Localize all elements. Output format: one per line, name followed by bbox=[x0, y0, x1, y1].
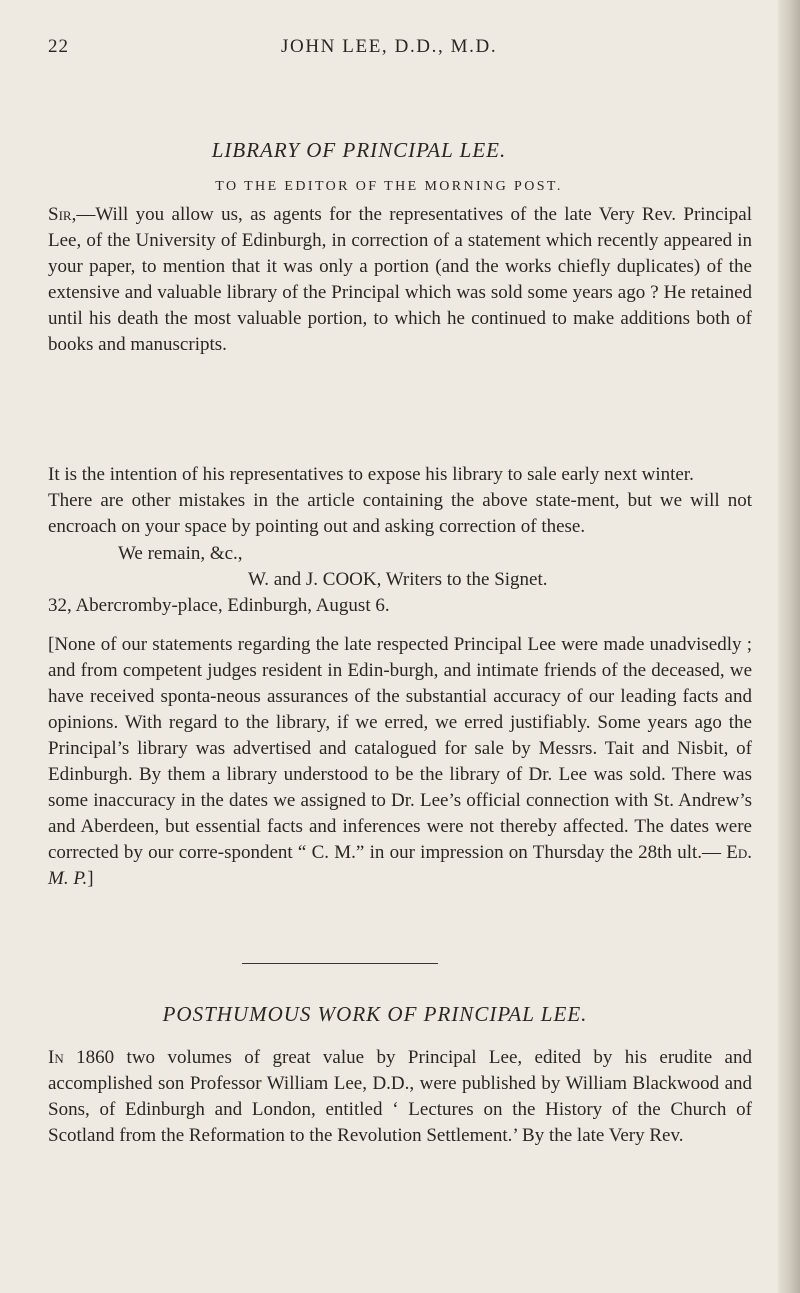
running-head bbox=[48, 36, 748, 62]
posthumous-paragraph bbox=[48, 1045, 752, 1149]
editor-note bbox=[48, 632, 752, 892]
editor-note-text: [None of our statements regarding the late respected Principal Lee were made unadvisedly ; and from competent judges resident in Edin-burgh, and intimate friends of the deceased, we have received sponta-neous assurances of the substantial accuracy of our leading facts and opinions. With regard to the library, if we erred, we erred justifiably. Some years ago the Principal’s library was advertised and catalogued for sale by Messrs. Tait and Nisbit, of Edinburgh. By them a library understood to be the library of Dr. Lee was sold. There was some inaccuracy in the dates we assigned to Dr. Lee’s official connection with St. Andrew’s and Aberdeen, but essential facts and inferences were not thereby affected. The dates were corrected by our corre-spondent “ C. M.” in our impression on Thursday the 28th ult.— bbox=[48, 634, 752, 863]
editor-note-close: ] bbox=[87, 868, 94, 889]
page-number: 22 bbox=[48, 36, 69, 57]
letter-paragraph-1 bbox=[48, 202, 752, 358]
letter-closing: We remain, &c., bbox=[118, 543, 243, 564]
posthumous-lead-word: In bbox=[48, 1047, 64, 1068]
editor-note-paper: M. P. bbox=[48, 868, 88, 889]
editor-note-sign-prefix: Ed. bbox=[726, 842, 752, 863]
letter-salutation: Sir, bbox=[48, 204, 77, 225]
section-divider bbox=[242, 963, 438, 964]
letter-place-date: 32, Abercromby-place, Edinburgh, August 6. bbox=[48, 595, 390, 616]
section-heading-posthumous: POSTHUMOUS WORK OF PRINCIPAL LEE. bbox=[162, 1002, 588, 1026]
letter-paragraph-2: It is the intention of his representatives to expose his library to sale early next winter. bbox=[48, 464, 694, 485]
page-edge-shadow bbox=[778, 0, 800, 1293]
posthumous-text: 1860 two volumes of great value by Principal Lee, edited by his erudite and accomplished son Professor William Lee, D.D., were published by William Blackwood and Sons, of Edinburgh and London, entitled ‘ Lectures on the History of the Church of Scotland from the Reformation to the Revolution Settlement.’ By the late Very Rev. bbox=[48, 1047, 752, 1146]
letter-paragraph-1-text: —Will you allow us, as agents for the representatives of the late Very Rev. Principal Lee, of the University of Edinburgh, in correction of a statement which recently appeared in your paper, to mention that it was only a portion (and the works chiefly duplicates) of the extensive and valuable library of the Principal which was sold some years ago ? He retained until his death the most valuable portion, to which he continued to make additions both of books and manuscripts. bbox=[48, 204, 752, 355]
running-title: JOHN LEE, D.D., M.D. bbox=[281, 36, 498, 57]
letter-addressee: TO THE EDITOR OF THE MORNING POST. bbox=[215, 179, 563, 194]
section-heading-library: LIBRARY OF PRINCIPAL LEE. bbox=[211, 138, 507, 162]
letter-signature: W. and J. COOK, Writers to the Signet. bbox=[248, 569, 548, 590]
letter-paragraph-3: There are other mistakes in the article containing the above state-ment, but we will not encroach on your space by pointing out and asking correction of these. bbox=[48, 490, 752, 537]
